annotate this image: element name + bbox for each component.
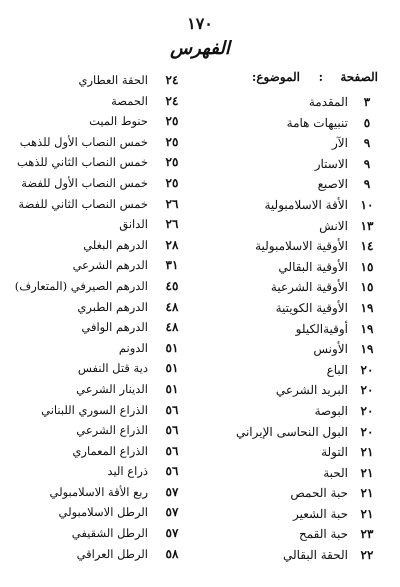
entry-topic: الذراع السوري اللبناني xyxy=(41,402,148,417)
entry-page-number: ٥٧ xyxy=(165,526,179,541)
entry-page-number: ٥٦ xyxy=(165,443,179,458)
index-entry xyxy=(6,338,182,359)
header-separator: : xyxy=(318,70,323,84)
entry-topic: الدرهم الوافي xyxy=(81,320,148,335)
entry-topic: الاصبع xyxy=(317,177,348,192)
entry-page-number: ٢٤ xyxy=(165,93,179,108)
entry-page-number: ١٩ xyxy=(360,300,374,315)
entry-topic: دية قتل النفس xyxy=(77,361,148,376)
entry-page-number: ٢١ xyxy=(360,445,374,460)
entry-page-number: ٥ xyxy=(363,115,371,130)
entry-page-number: ٢٤ xyxy=(165,73,179,87)
index-entry xyxy=(6,297,182,318)
entry-topic: البول النحاسى الإيراني xyxy=(235,424,348,439)
index-column-right xyxy=(208,92,378,566)
index-entry xyxy=(208,483,378,504)
entry-page-number: ١٩ xyxy=(360,321,374,336)
index-entry xyxy=(6,358,182,379)
entry-topic: الأوقية الكويتية xyxy=(275,300,348,315)
entry-page-number: ٢٥ xyxy=(165,155,179,170)
entry-page-number: ٢٦ xyxy=(165,196,179,211)
entry-topic: الأوقية الاسلامبولية xyxy=(255,239,348,254)
index-entry xyxy=(208,92,378,113)
index-entry xyxy=(208,195,378,216)
index-entry xyxy=(6,482,182,503)
entry-page-number: ٢٥ xyxy=(165,134,179,149)
index-entry xyxy=(208,133,378,154)
index-entry xyxy=(6,379,182,400)
entry-page-number: ٢٠ xyxy=(360,424,374,439)
entry-page-number: ٤٨ xyxy=(165,320,179,335)
entry-page-number: ٢٥ xyxy=(165,175,179,190)
entry-page-number: ٢٦ xyxy=(165,217,179,232)
index-entry xyxy=(6,544,182,565)
index-entry xyxy=(208,401,378,422)
index-column-left xyxy=(6,70,182,564)
entry-page-number: ٢١ xyxy=(360,486,374,501)
entry-page-number: ٥١ xyxy=(165,381,179,396)
index-entry xyxy=(208,524,378,545)
index-entry xyxy=(6,152,182,173)
entry-topic: الآر xyxy=(332,136,348,151)
entry-topic: خمس النصاب الأول للذهب xyxy=(19,134,148,149)
entry-topic: البريد الشرعي xyxy=(275,383,348,398)
entry-topic: ربع الأقة الاسلامبولي xyxy=(49,484,148,499)
entry-page-number: ٥٧ xyxy=(165,505,179,520)
entry-topic: الأونس xyxy=(313,342,348,357)
index-entry xyxy=(6,420,182,441)
entry-topic: الذراع الشرعي xyxy=(76,423,148,438)
entry-topic: المقدمة xyxy=(308,95,348,109)
entry-page-number: ٢٠ xyxy=(360,362,374,377)
index-entry xyxy=(208,380,378,401)
entry-page-number: ٣١ xyxy=(165,258,179,273)
entry-page-number: ٣ xyxy=(363,95,371,109)
entry-topic: أوقيةالكيلو xyxy=(295,321,348,336)
entry-page-number: ٥٦ xyxy=(165,464,179,479)
entry-page-number: ٢١ xyxy=(360,465,374,480)
entry-topic: خمس النصاب الثاني للفضة xyxy=(18,196,148,211)
entry-page-number: ١٥ xyxy=(360,280,374,295)
entry-topic: التولة xyxy=(321,445,348,460)
entry-topic: الحقة البقالي xyxy=(282,548,348,563)
index-entry xyxy=(208,298,378,319)
entry-topic: خمس النصاب الأول للفضة xyxy=(21,175,148,190)
topic-column-label: الموضوع: xyxy=(251,70,300,84)
index-entry xyxy=(6,91,182,112)
index-entry xyxy=(208,463,378,484)
entry-topic: الرطل العراقي xyxy=(76,546,148,561)
entry-page-number: ٢٥ xyxy=(165,114,179,129)
entry-page-number: ١٥ xyxy=(360,259,374,274)
entry-topic: الدونم xyxy=(118,340,148,355)
entry-topic: الذراع المعماري xyxy=(72,443,148,458)
entry-page-number: ٥٦ xyxy=(165,402,179,417)
entry-page-number: ٩ xyxy=(363,177,371,192)
entry-topic: الدرهم الصيرفي (المتعارف) xyxy=(14,278,148,293)
entry-page-number: ٥١ xyxy=(165,361,179,376)
entry-topic: الرطل الشقيفي xyxy=(71,526,148,541)
entry-topic: الدرهم الشرعي xyxy=(72,258,148,273)
entry-topic: ذراع اليد xyxy=(107,464,148,479)
entry-page-number: ٢٨ xyxy=(165,237,179,252)
index-entry xyxy=(208,504,378,525)
entry-topic: الدانق xyxy=(119,217,148,232)
entry-page-number: ٢٢ xyxy=(360,548,374,563)
index-entry xyxy=(208,360,378,381)
index-entry xyxy=(6,502,182,523)
index-entry xyxy=(6,276,182,297)
entry-topic: الحبة xyxy=(323,465,348,480)
entry-topic: البوصة xyxy=(314,403,348,418)
entry-page-number: ٤٥ xyxy=(165,278,179,293)
entry-page-number: ٥٧ xyxy=(165,484,179,499)
entry-topic: الدرهم البغلي xyxy=(83,237,148,252)
entry-topic: تنبيهات هامة xyxy=(286,115,348,130)
entry-page-number: ١٩ xyxy=(360,342,374,357)
index-entry xyxy=(208,257,378,278)
entry-topic: الاستار xyxy=(314,156,348,171)
entry-topic: الدينار الشرعي xyxy=(76,381,148,396)
entry-page-number: ٢٣ xyxy=(360,527,374,542)
entry-topic: حبة القمح xyxy=(298,527,348,542)
index-title: الفهرس xyxy=(170,38,230,59)
index-entry xyxy=(6,132,182,153)
index-entry xyxy=(6,235,182,256)
index-entry xyxy=(208,545,378,566)
entry-topic: الباع xyxy=(326,362,348,377)
page-number: ١٧٠ xyxy=(187,14,213,33)
entry-topic: الحقة العطاري xyxy=(78,73,148,87)
index-entry xyxy=(208,339,378,360)
index-entry xyxy=(6,70,182,91)
index-entry xyxy=(208,442,378,463)
page-column-label: الصفحة xyxy=(340,70,378,84)
index-entry xyxy=(208,154,378,175)
index-entry xyxy=(6,255,182,276)
index-header xyxy=(208,70,378,88)
entry-topic: الأوقية البقالي xyxy=(278,259,348,274)
entry-page-number: ١٠ xyxy=(360,197,374,212)
entry-topic: حبة الشعير xyxy=(292,506,348,521)
entry-page-number: ٥٦ xyxy=(165,423,179,438)
entry-page-number: ٢٠ xyxy=(360,403,374,418)
index-entry xyxy=(6,400,182,421)
entry-topic: خمس النصاب الثاني للذهب xyxy=(16,155,148,170)
entry-page-number: ٤٨ xyxy=(165,299,179,314)
index-entry xyxy=(6,111,182,132)
entry-topic: الحمصة xyxy=(111,93,148,108)
entry-page-number: ٥٨ xyxy=(165,546,179,561)
index-entry xyxy=(208,216,378,237)
entry-page-number: ١٣ xyxy=(360,218,374,233)
entry-topic: الانش xyxy=(319,218,348,233)
index-entry xyxy=(6,173,182,194)
entry-topic: الدرهم الطبري xyxy=(77,299,148,314)
index-entry xyxy=(208,319,378,340)
index-entry xyxy=(6,441,182,462)
entry-page-number: ١٤ xyxy=(360,239,374,254)
index-entry xyxy=(208,113,378,134)
entry-topic: الأقة الاسلامبولية xyxy=(264,197,348,212)
index-entry xyxy=(6,523,182,544)
entry-topic: الأوقية الشرعية xyxy=(270,280,348,295)
entry-page-number: ٥١ xyxy=(165,340,179,355)
index-entry xyxy=(6,317,182,338)
entry-page-number: ٩ xyxy=(363,156,371,171)
entry-topic: حبة الحمص xyxy=(290,486,348,501)
index-entry xyxy=(208,277,378,298)
index-entry xyxy=(208,236,378,257)
entry-page-number: ٢١ xyxy=(360,506,374,521)
entry-topic: الرطل الاسلامبولي xyxy=(58,505,148,520)
index-entry xyxy=(6,194,182,215)
entry-page-number: ٢٠ xyxy=(360,383,374,398)
index-entry xyxy=(6,461,182,482)
entry-page-number: ٩ xyxy=(363,136,371,151)
index-entry xyxy=(6,214,182,235)
entry-topic: حنوط الميت xyxy=(89,114,148,129)
index-entry xyxy=(208,422,378,443)
index-entry xyxy=(208,174,378,195)
